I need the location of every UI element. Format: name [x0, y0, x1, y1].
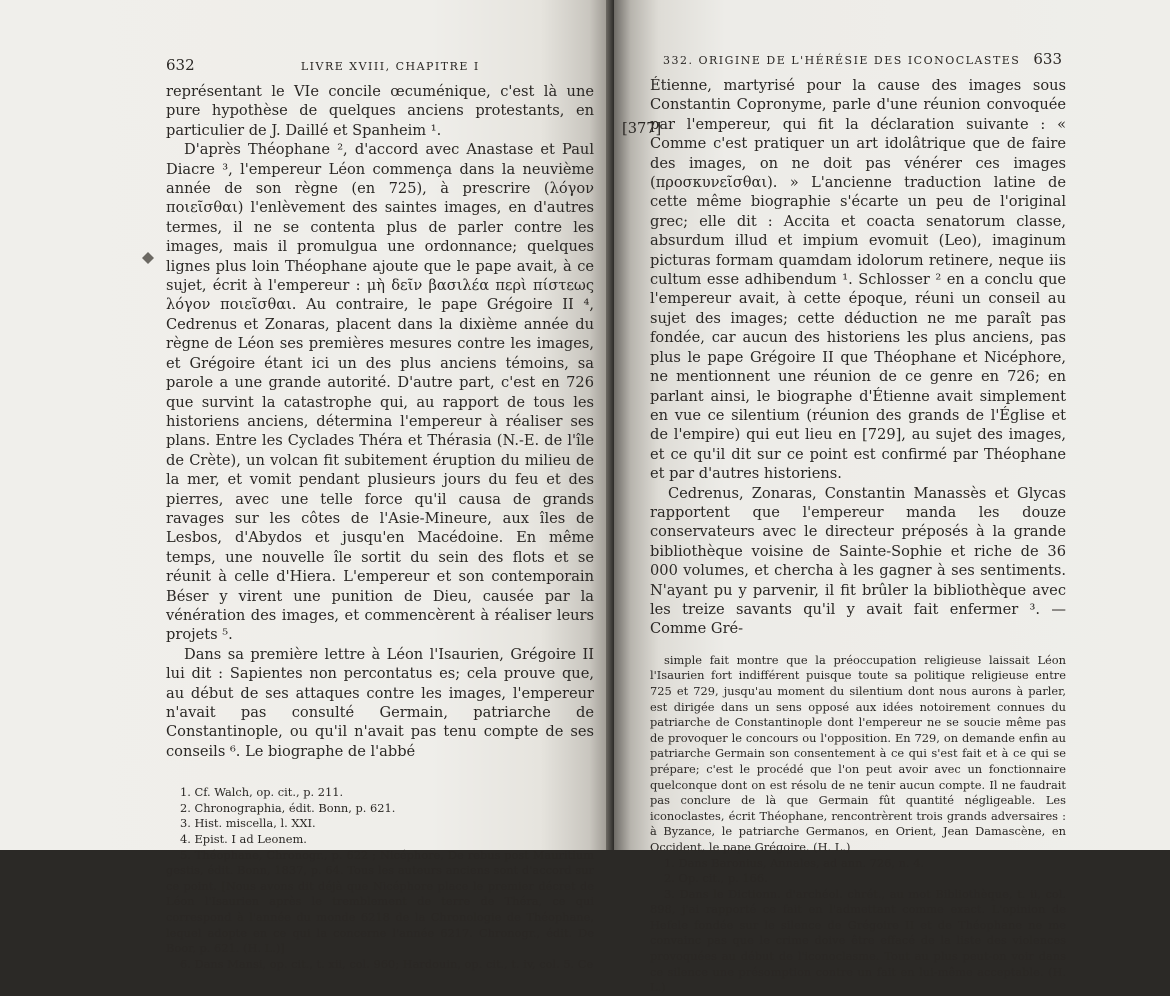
right-footnote-3: 3. Dans le Dictionn. d'archéol. chrét., au mot Bibliothèque, t. ii, col. 898, j'ai rapporté ce fait en l'admettant comme exact. L'opinion de Hefele fondée sur le silence de Grégoire II et de Théophane ne me convainc pas que le crime doive être effacé de la liste des violences provoquées au début de l'iconoclasme. Tout au plus peut-on voir dans ce silence une présomption contre un fait en lui-même acceptable. (H. L.) — [650, 886, 1066, 995]
footnote-3: 3. Hist. miscella, l. XXI. — [180, 816, 316, 831]
right-footnote-1: 1. Dans Baronius, Annales, ad ann. 726, n. 4. — [664, 855, 925, 870]
margin-ornament-icon — [142, 252, 154, 264]
left-running-head — [166, 56, 586, 80]
right-page — [614, 0, 1170, 995]
footnote-2: 2. Chronographia, édit. Bonn, p. 621. — [180, 800, 396, 815]
footnote-6: 6. Dans Mansi, op. cit., t. xii, col. 960; Hardouin, op. cit., t. iv, col. 5. Ce — [180, 956, 594, 971]
left-paragraph-3: Dans sa première lettre à Léon l'Isaurien, Grégoire II lui dit : Sapientes non percontatus es; cela prouve que, au début de ses attaques contre les images, l'empereur n'avait pas consulté Germain, patriarche de Constantinople, ou qu'il n'avait pas tenu compte de ses conseils ⁶. Le biographe de l'abbé — [166, 645, 594, 760]
left-paragraph-1: représentant le VIe concile œcuménique, c'est là une pure hypothèse de quelques anciens protestants, en particulier de J. Daillé et Spanheim ¹. — [166, 83, 594, 139]
left-body-text — [166, 82, 594, 761]
right-body-text — [650, 76, 1066, 639]
footnote-continuation: simple fait montre que la préoccupation religieuse laissait Léon l'Isaurien fort indifférent puisque toute sa politique religieuse entre 725 et 729, jusqu'au moment du silentium dont nous aurons à parler, est dirigée dans un sens opposé aux idées notoirement connues du patriarche de Constantinople dont l'empereur ne se soucie même pas de provoquer le concours ou l'opposition. En 729, on demande enfin au patriarche Germain son consentement à ce qui s'est fait et à ce qui se prépare; c'est le procédé que l'on peut avoir avec un fonctionnaire quelconque dont on est résolu de ne tenir aucun compte. Il ne faudrait pas conclure de là que Germain fût quantité négligeable. Les iconoclastes, écrit Théophane, rencontrèrent trois grands adversaires : à Byzance, le patriarche Germanos, en Orient, Jean Damascène, en Occident, le pape Grégoire. (H. L.) — [650, 652, 1066, 854]
right-page-number: 633 — [1033, 50, 1062, 68]
right-paragraph-1: Étienne, martyrisé pour la cause des images sous Constantin Copronyme, parle d'une réunion convoquée par l'empereur, qui fit la déclaration suivante : « Comme c'est pratiquer un art idolâtrique que de faire des images, on ne doit pas vénérer ces images (προσκυνεῖσθαι). » L'ancienne traduction latine de cette même biographie s'écarte un peu de l'original grec; elle dit : Accita et coacta senatorum classe, absurdum illud et impium evomuit (Leo), imaginum picturas formam quamdam idolorum retinere, neque iis cultum esse adhibendum ¹. Schlosser ² en a conclu que l'empereur avait, à cette époque, réuni un conseil au sujet des images; cette déduction ne me paraît pas fondée, car aucun des historiens les plus anciens, pas plus le pape Grégoire II que Théophane et Nicéphore, ne mentionnent une réunion de ce genre en 726; en parlant ainsi, le biographe d'Étienne avait simplement en vue ce silentium (réunion des grands de l'Église et de l'empire) qui eut lieu en [729], au sujet des images, et ce qu'il dit sur ce point est confirmé par Théophane et par d'autres historiens. — [650, 77, 1066, 483]
left-footnotes — [166, 785, 594, 972]
footnote-4: 4. Epist. I ad Leonem. — [180, 832, 307, 846]
right-running-head — [650, 50, 1062, 74]
left-page-number: 632 — [166, 56, 195, 74]
left-running-title: LIVRE XVIII, CHAPITRE I — [300, 60, 480, 73]
right-footnotes — [650, 653, 1066, 996]
footnote-1: 1. Cf. Walch, op. cit., p. 211. — [180, 785, 344, 800]
left-paragraph-2: D'après Théophane ², d'accord avec Anastase et Paul Diacre ³, l'empereur Léon commença dans la neuvième année de son règne (en 725), à prescrire (λόγον ποιεῖσθαι) l'enlèvement des saintes images, en d'autres termes, il ne se contenta plus de parler contre les images, mais il promulgua une ordonnance; quelques lignes plus loin Théophane ajoute que le pape avait, à ce sujet, écrit à l'empereur : μὴ δεῖν βασιλέα περὶ πίστεως λόγον ποιεῖσθαι. Au contraire, le pape Grégoire II ⁴, Cedrenus et Zonaras, placent dans la dixième année du règne de Léon ses premières mesures contre les images, et Grégoire étant ici un des plus anciens témoins, sa parole a une grande autorité. D'autre part, c'est en 726 que survint la catastrophe qui, au rapport de tous les historiens anciens, détermina l'empereur à réaliser ses plans. Entre les Cyclades Théra et Thérasia (N.-E. de l'île de Crète), un volcan fit subitement éruption du milieu de la mer, et vomit pendant plusieurs jours du feu et des pierres, avec une telle force qu'il causa de grands ravages sur les côtes de l'Asie-Mineure, aux îles de Lesbos, d'Abydos et jusqu'en Macédoine. En même temps, une nouvelle île sortit du sein des flots et se réunit à celle d'Hiera. L'empereur et son contemporain Béser y virent une punition de Dieu, causée par la vénération des images, et commencèrent à réaliser leurs projets ⁵. — [166, 141, 594, 644]
margin-reference: [377] — [622, 120, 662, 137]
right-paragraph-2: Cedrenus, Zonaras, Constantin Manassès et Glycas rapportent que l'empereur manda les douze conservateurs avec le directeur préposés à la grande bibliothèque voisine de Sainte-Sophie et riche de 36 000 volumes, et chercha à les gagner à ses sentiments. N'ayant pu y parvenir, il fit brûler la bibliothèque avec les treize savants qu'il y avait fait enfermer ³. — Comme Gré- — [650, 484, 1066, 638]
right-running-title: 332. ORIGINE DE L'HÉRÉSIE DES ICONOCLASTES — [663, 54, 1021, 67]
right-footnote-list — [650, 856, 1066, 996]
footnote-5: 5. Théophane, Chronogr., p. 622 ; Nicéphore, De rebus post Mauritium gestis, édit. Bonn, 1837, p. 64. Tous les auteurs anciens sont d'accord sur ce point. [Nous avons dit déjà que Nicéphore place le premier décret de Léon l'Isaurien après le tremblement de terre de Théra, ce qui correspond à l'année du monde 6218 de la Chronologie de Théophane, lequel adopte en ce qui la concerne l'année 6217. Chronogr., édit. De Boor, p. 621. (H. L.)] — [166, 847, 594, 956]
right-footnote-2: 2. Op. cit., p. 166. — [664, 871, 768, 886]
